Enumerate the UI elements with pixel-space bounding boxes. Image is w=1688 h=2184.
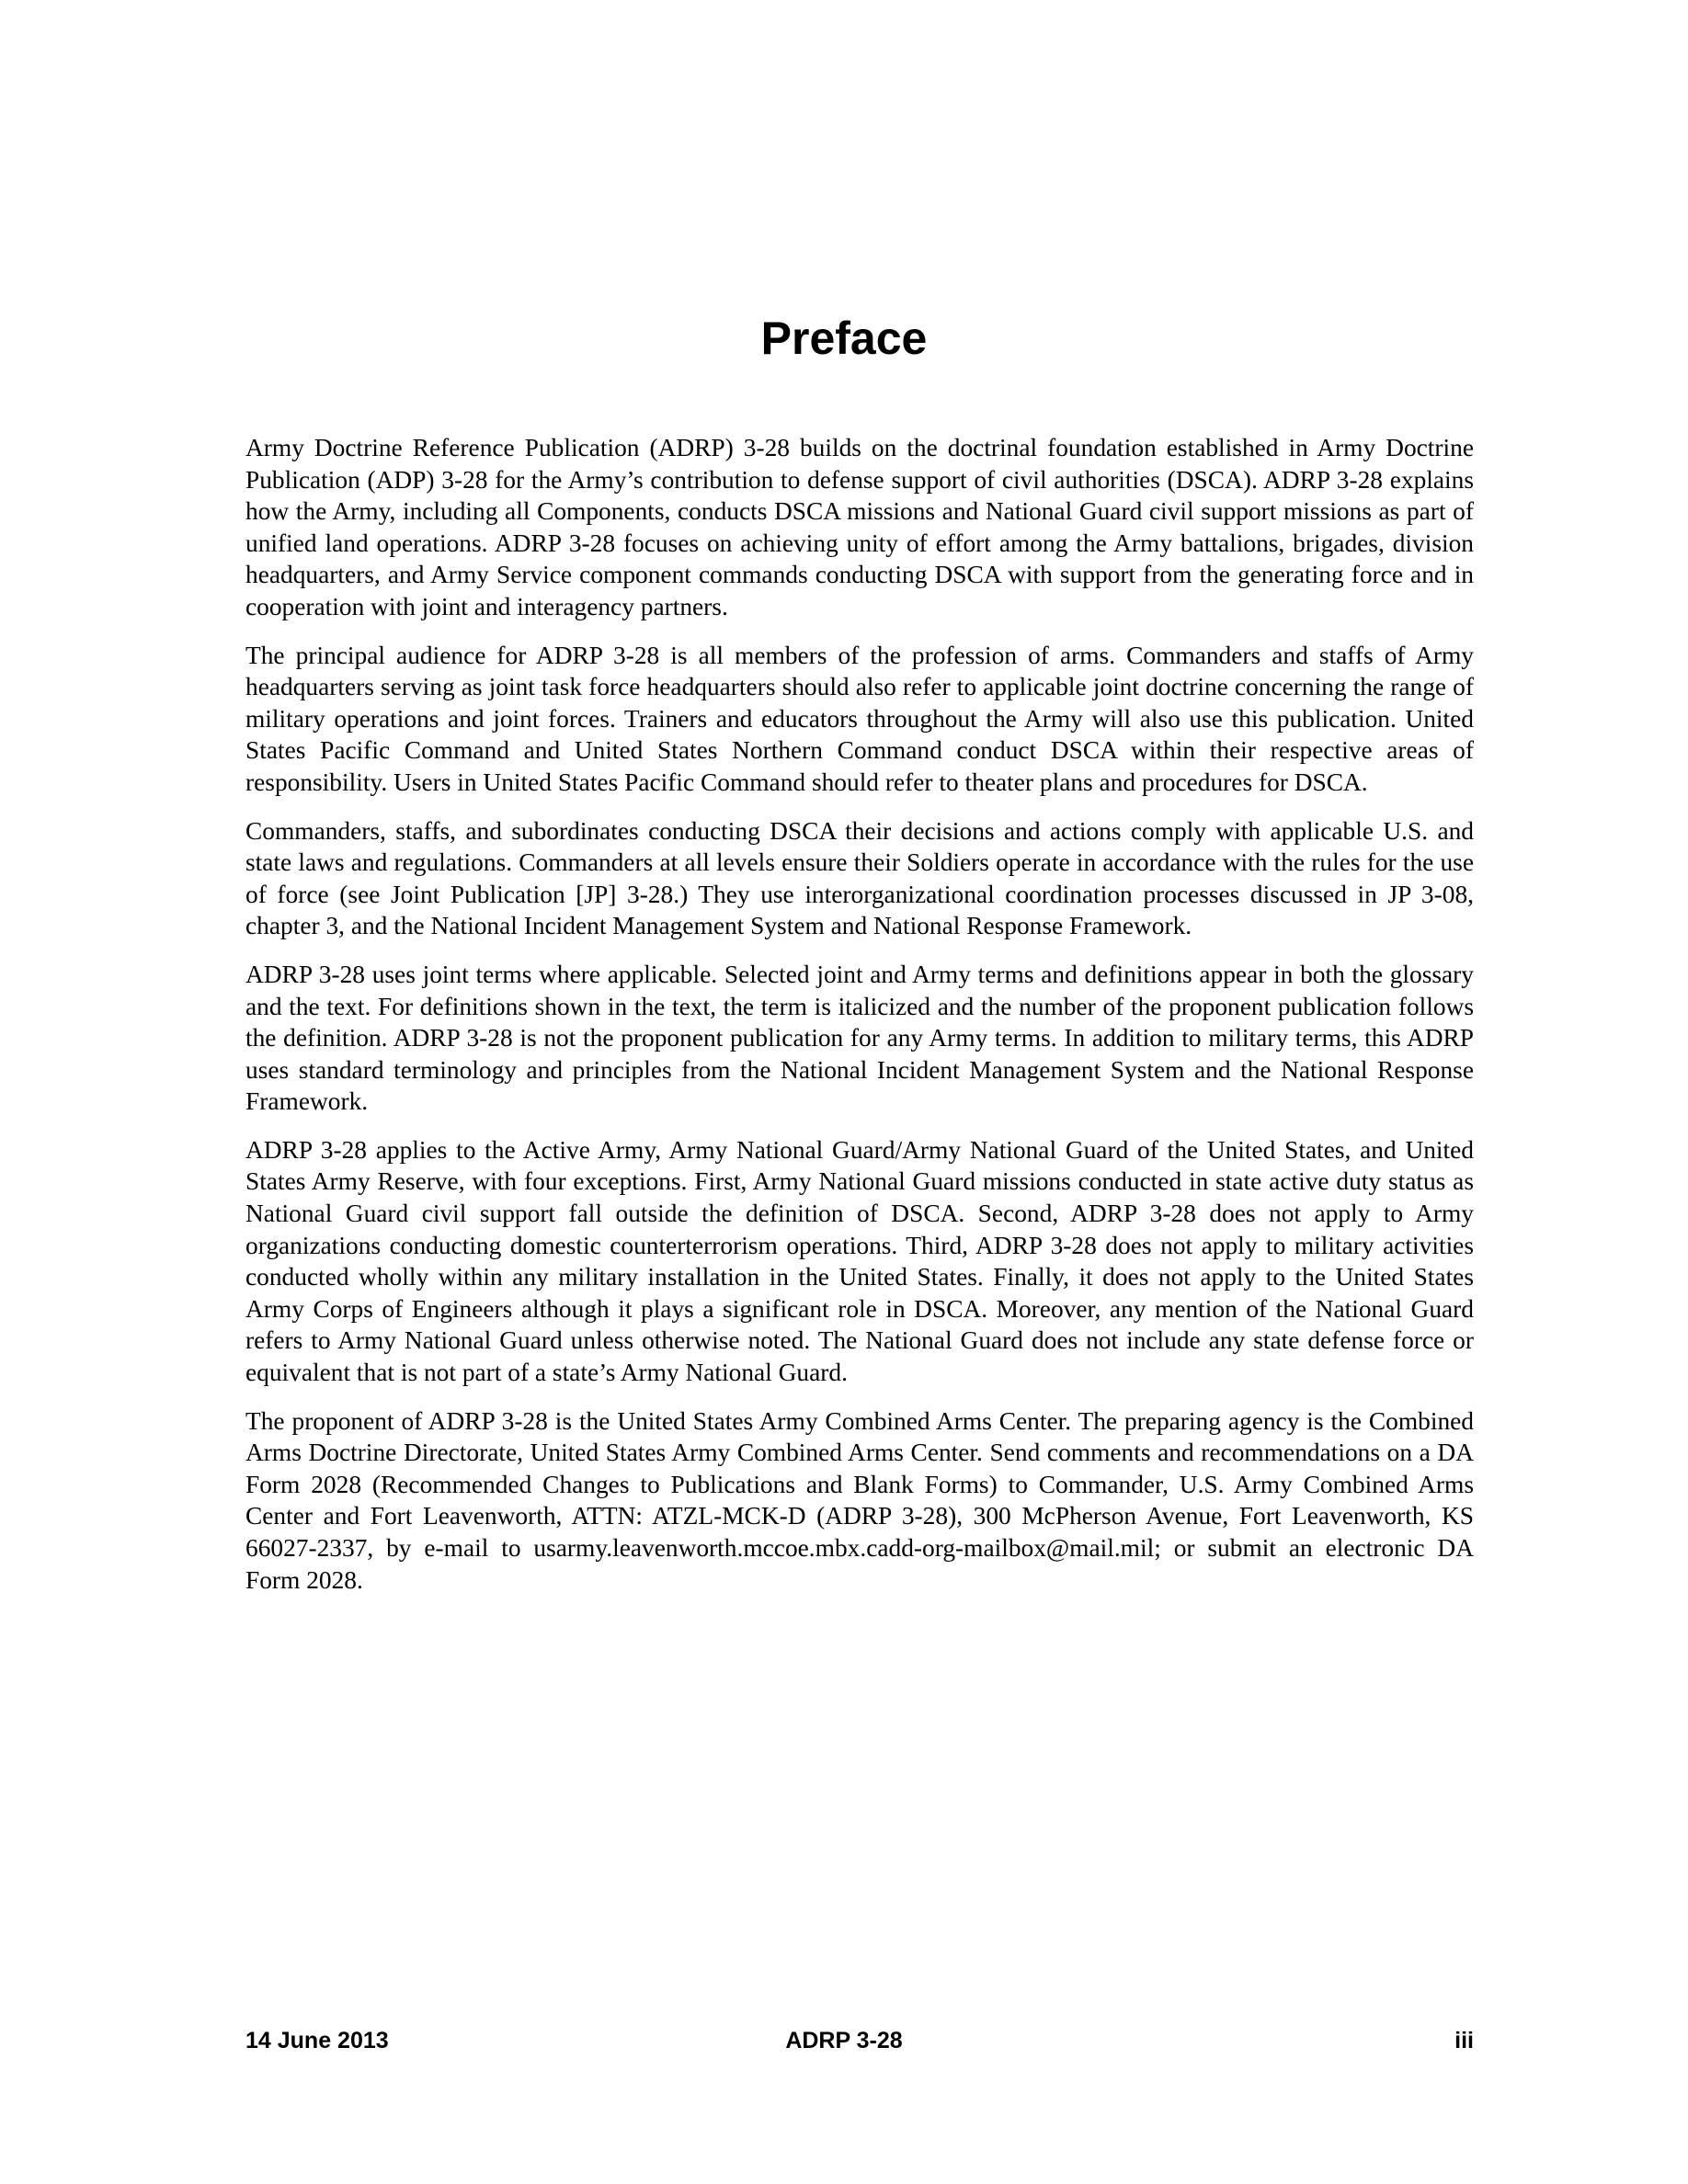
footer-page-number: iii <box>1454 2028 1474 2053</box>
paragraph-proponent: The proponent of ADRP 3-28 is the United States Army Combined Arms Center. The preparing agency is the Combined Arms Doctrine Directorate, United States Army Combined Arms Center. Send comments and recommendations on a DA Form 2028 (Recommended Changes to Publications and Blank Forms) to Commander, U.S. Army Combined Arms Center and Fort Leavenworth, ATTN: ATZL-MCK-D (ADRP 3-28), 300 McPherson Avenue, Fort Leavenworth, KS 66027-2337, by e-mail to usarmy.leavenworth.mccoe.mbx.cadd-org-mailbox@mail.mil; or submit an electronic DA Form 2028. <box>245 1406 1474 1594</box>
footer-publication: ADRP 3-28 <box>785 2028 903 2053</box>
paragraph-audience: The principal audience for ADRP 3-28 is all members of the profession of arms. Commanders and staffs of Army headquarters serving as joint task force headquarters should also refer to applicable joint doctrine concerning the range of military operations and joint forces. Trainers and educators throughout the Army will also use this publication. United States Pacific Command and United States Northern Command conduct DSCA within their respective areas of responsibility. Users in United States Pacific Command should refer to theater plans and procedures for DSCA. <box>245 641 1474 796</box>
paragraph-applicability: ADRP 3-28 applies to the Active Army, Army National Guard/Army National Guard of the United States, and United States Army Reserve, with four exceptions. First, Army National Guard missions conducted in state active duty status as National Guard civil support fall outside the definition of DSCA. Second, ADRP 3-28 does not apply to Army organizations conducting domestic counterterrorism operations. Third, ADRP 3-28 does not apply to military activities conducted wholly within any military installation in the United States. Finally, it does not apply to the United States Army Corps of Engineers although it plays a significant role in DSCA. Moreover, any mention of the National Guard refers to Army National Guard unless otherwise noted. The National Guard does not include any state defense force or equivalent that is not part of a state’s Army National Guard. <box>245 1135 1474 1387</box>
page-title: Preface <box>760 313 928 364</box>
footer-date: 14 June 2013 <box>245 2028 389 2053</box>
paragraph-terminology: ADRP 3-28 uses joint terms where applicable. Selected joint and Army terms and definitions appear in both the glossary and the text. For definitions shown in the text, the term is italicized and the number of the proponent publication follows the definition. ADRP 3-28 is not the proponent publication for any Army terms. In addition to military terms, this ADRP uses standard terminology and principles from the National Incident Management System and the National Response Framework. <box>245 960 1474 1116</box>
preface-body <box>245 432 1474 1612</box>
paragraph-scope: Army Doctrine Reference Publication (ADRP) 3-28 builds on the doctrinal foundation established in Army Doctrine Publication (ADP) 3-28 for the Army’s contribution to defense support of civil authorities (DSCA). ADRP 3-28 explains how the Army, including all Components, conducts DSCA missions and National Guard civil support missions as part of unified land operations. ADRP 3-28 focuses on achieving unity of effort among the Army battalions, brigades, division headquarters, and Army Service component commands conducting DSCA with support from the generating force and in cooperation with joint and interagency partners. <box>245 434 1474 620</box>
paragraph-legal-compliance: Commanders, staffs, and subordinates conducting DSCA their decisions and actions comply with applicable U.S. and state laws and regulations. Commanders at all levels ensure their Soldiers operate in accordance with the rules for the use of force (see Joint Publication [JP] 3-28.) They use interorganizational coordination processes discussed in JP 3-08, chapter 3, and the National Incident Management System and National Response Framework. <box>245 816 1474 940</box>
